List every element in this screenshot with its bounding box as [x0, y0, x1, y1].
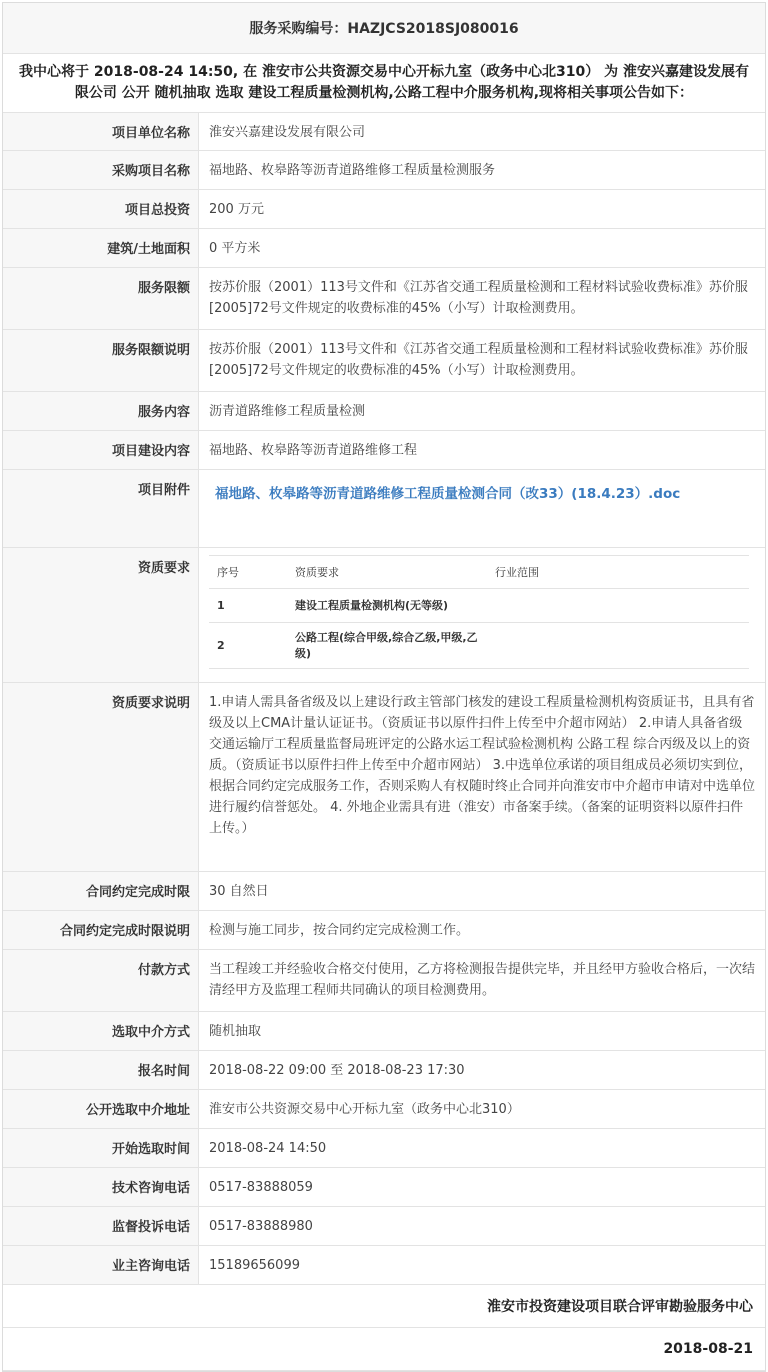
header-req: 资质要求 [287, 556, 487, 589]
label-address: 公开选取中介地址 [3, 1090, 199, 1128]
value-method: 随机抽取 [209, 1024, 262, 1039]
label-area: 建筑/土地面积 [3, 229, 199, 267]
label-period: 合同约定完成时限 [3, 872, 199, 910]
value-start: 2018-08-24 14:50 [209, 1141, 327, 1156]
value-payment: 当工程竣工并经验收合格交付使用，乙方将检测报告提供完毕，并且经甲方验收合格后，一次结清经甲方及监理工程师共同确认的项目检测费用。 [209, 962, 756, 998]
cell-scope [487, 623, 749, 669]
label-content: 服务内容 [3, 392, 199, 430]
row-unit [3, 113, 765, 151]
label-investment: 项目总投资 [3, 190, 199, 228]
label-build: 项目建设内容 [3, 431, 199, 469]
row-payment [3, 950, 765, 1012]
row-period [3, 872, 765, 911]
row-start [3, 1129, 765, 1168]
row-period-note [3, 911, 765, 950]
label-qualification-note: 资质要求说明 [3, 683, 199, 871]
value-fee-note: 按苏价服（2001）113号文件和《江苏省交通工程质量检测和工程材料试验收费标准》苏价服[2005]72号文件规定的收费标准的45%（小写）计取检测费用。 [209, 342, 748, 378]
row-address [3, 1090, 765, 1129]
label-fee-note: 服务限额说明 [3, 330, 199, 391]
qualification-table [209, 555, 749, 669]
label-fee: 服务限额 [3, 268, 199, 329]
cell-req: 建设工程质量检测机构(无等级) [287, 589, 487, 623]
value-period: 30 自然日 [209, 884, 269, 899]
table-row [209, 623, 749, 669]
row-content [3, 392, 765, 431]
value-owner-phone: 15189656099 [209, 1258, 300, 1273]
row-investment [3, 190, 765, 229]
cell-req: 公路工程(综合甲级,综合乙级,甲级,乙级) [287, 623, 487, 669]
value-complaint-phone: 0517-83888980 [209, 1219, 313, 1234]
footer-org: 淮安市投资建设项目联合评审勘验服务中心 [3, 1285, 765, 1328]
row-build [3, 431, 765, 470]
announcement-sheet [2, 2, 766, 1372]
row-project [3, 151, 765, 190]
label-attachment: 项目附件 [3, 470, 199, 547]
value-attachment [199, 470, 765, 547]
row-method [3, 1012, 765, 1051]
label-start: 开始选取时间 [3, 1129, 199, 1167]
row-qualification-note [3, 683, 765, 872]
value-project: 福地路、枚皋路等沥青道路维修工程质量检测服务 [209, 163, 496, 178]
row-qualification [3, 548, 765, 683]
value-address: 淮安市公共资源交易中心开标九室（政务中心北310） [209, 1102, 520, 1117]
value-investment: 200 万元 [209, 202, 264, 217]
label-payment: 付款方式 [3, 950, 199, 1011]
cell-scope [487, 589, 749, 623]
row-signup [3, 1051, 765, 1090]
row-fee [3, 268, 765, 330]
value-build: 福地路、枚皋路等沥青道路维修工程 [209, 443, 418, 458]
label-method: 选取中介方式 [3, 1012, 199, 1050]
footer-date: 2018-08-21 [3, 1328, 765, 1371]
label-signup: 报名时间 [3, 1051, 199, 1089]
row-fee-note [3, 330, 765, 392]
label-period-note: 合同约定完成时限说明 [3, 911, 199, 949]
row-area [3, 229, 765, 268]
qualification-header-row [209, 556, 749, 589]
header-scope: 行业范围 [487, 556, 749, 589]
label-tech-phone: 技术咨询电话 [3, 1168, 199, 1206]
label-complaint-phone: 监督投诉电话 [3, 1207, 199, 1245]
label-project: 采购项目名称 [3, 151, 199, 189]
value-fee: 按苏价服（2001）113号文件和《江苏省交通工程质量检测和工程材料试验收费标准》苏价服[2005]72号文件规定的收费标准的45%（小写）计取检测费用。 [209, 280, 748, 316]
row-attachment [3, 470, 765, 548]
row-owner-phone [3, 1246, 765, 1285]
value-signup: 2018-08-22 09:00 至 2018-08-23 17:30 [209, 1063, 465, 1078]
value-qualification [199, 548, 765, 682]
cell-no: 2 [209, 623, 287, 669]
intro-text: 我中心将于 2018-08-24 14:50, 在 淮安市公共资源交易中心开标九室（政务中心北310） 为 淮安兴嘉建设发展有限公司 公开 随机抽取 选取 建设工程质量检测机构,公路工程中介服务机构,现将相关事项公告如下： [3, 54, 765, 113]
label-unit: 项目单位名称 [3, 113, 199, 150]
label-owner-phone: 业主咨询电话 [3, 1246, 199, 1284]
attachment-link[interactable]: 福地路、枚皋路等沥青道路维修工程质量检测合同（改33）(18.4.23）.doc [215, 486, 681, 502]
row-complaint-phone [3, 1207, 765, 1246]
value-unit: 淮安兴嘉建设发展有限公司 [209, 125, 366, 140]
value-area: 0 平方米 [209, 241, 261, 256]
table-row [209, 589, 749, 623]
procurement-number: 服务采购编号：HAZJCS2018SJ080016 [3, 3, 765, 54]
cell-no: 1 [209, 589, 287, 623]
label-qualification: 资质要求 [3, 548, 199, 682]
row-tech-phone [3, 1168, 765, 1207]
value-tech-phone: 0517-83888059 [209, 1180, 313, 1195]
value-period-note: 检测与施工同步，按合同约定完成检测工作。 [209, 923, 470, 938]
value-qualification-note: 1.申请人需具备省级及以上建设行政主管部门核发的建设工程质量检测机构资质证书，且具有省级及以上CMA计量认证证书。（资质证书以原件扫件上传至中介超市网站） 2.申请人具备省级交通运输厅工程质量监督局班评定的公路水运工程试验检测机构 公路工程 综合丙级及以上的资质。（资质证书以原件扫件上传至中介超市网站） 3.中选单位承诺的项目组成员必须切实到位，根据合同约定完成服务工作，否则采购人有权随时终止合同并向淮安市中介超市申请对中选单位进行履约信誉惩处。 4. 外地企业需具有进（淮安）市备案手续。（备案的证明资料以原件扫件上传。） [209, 695, 756, 836]
value-content: 沥青道路维修工程质量检测 [209, 404, 366, 419]
header-no: 序号 [209, 556, 287, 589]
